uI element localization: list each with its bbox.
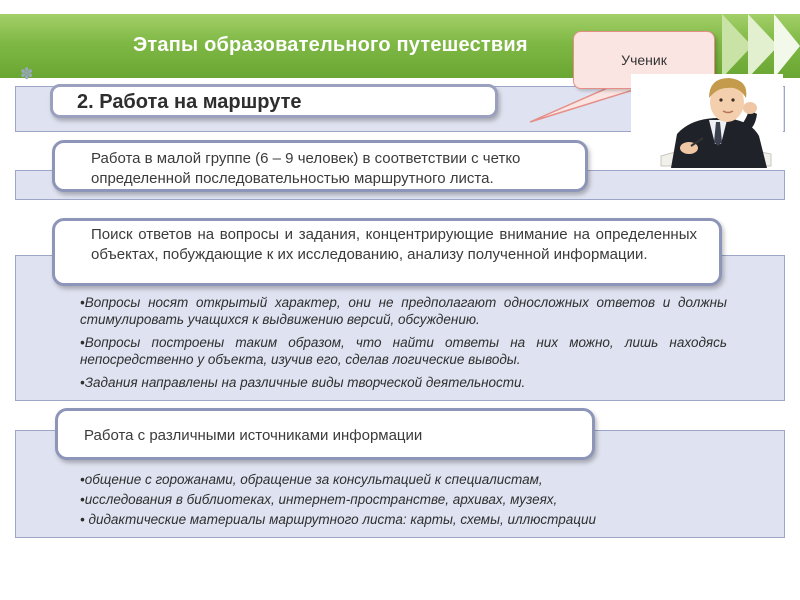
list-item: •Вопросы носят открытый характер, они не предполагают односложных ответов и должны стимулировать учащихся к выдвижению версий, обсуждению.: [80, 295, 727, 327]
callout-label: Ученик: [621, 52, 667, 68]
list-item: • дидактические материалы маршрутного листа: карты, схемы, иллюстрации: [80, 512, 596, 527]
search-answers-box: [52, 218, 722, 286]
sources-text: Работа с различными источниками информации: [84, 427, 423, 444]
search-bullet-list: [80, 294, 727, 397]
chevron-decoration: [774, 14, 800, 78]
student-icon: [631, 74, 783, 168]
sources-bullet-list: [80, 470, 720, 530]
section-heading-box: [50, 84, 498, 118]
list-item: •Задания направлены на различные виды творческой деятельности.: [80, 375, 526, 390]
group-work-box: [52, 140, 588, 192]
sources-box: [55, 408, 595, 460]
group-work-text: Работа в малой группе (6 – 9 человек) в соответствии с четко определенной последовательностью маршрутного листа.: [91, 150, 521, 187]
section-heading: 2. Работа на маршруте: [77, 91, 302, 113]
slide-title: Этапы образовательного путешествия: [133, 34, 528, 56]
list-item: •общение с горожанами, обращение за консультацией к специалистам,: [80, 472, 543, 487]
student-image: [631, 74, 783, 168]
ornament-icon: ✽: [20, 66, 34, 83]
search-answers-text: Поиск ответов на вопросы и задания, концентрирующие внимание на определенных объектах, побуждающие к их исследованию, анализу полученной информации.: [91, 226, 697, 263]
list-item: •Вопросы построены таким образом, что найти ответы на них можно, лишь находясь непосредственно у объекта, изучив его, сделав логические выводы.: [80, 335, 727, 367]
list-item: •исследования в библиотеках, интернет-пространстве, архивах, музеях,: [80, 492, 558, 507]
